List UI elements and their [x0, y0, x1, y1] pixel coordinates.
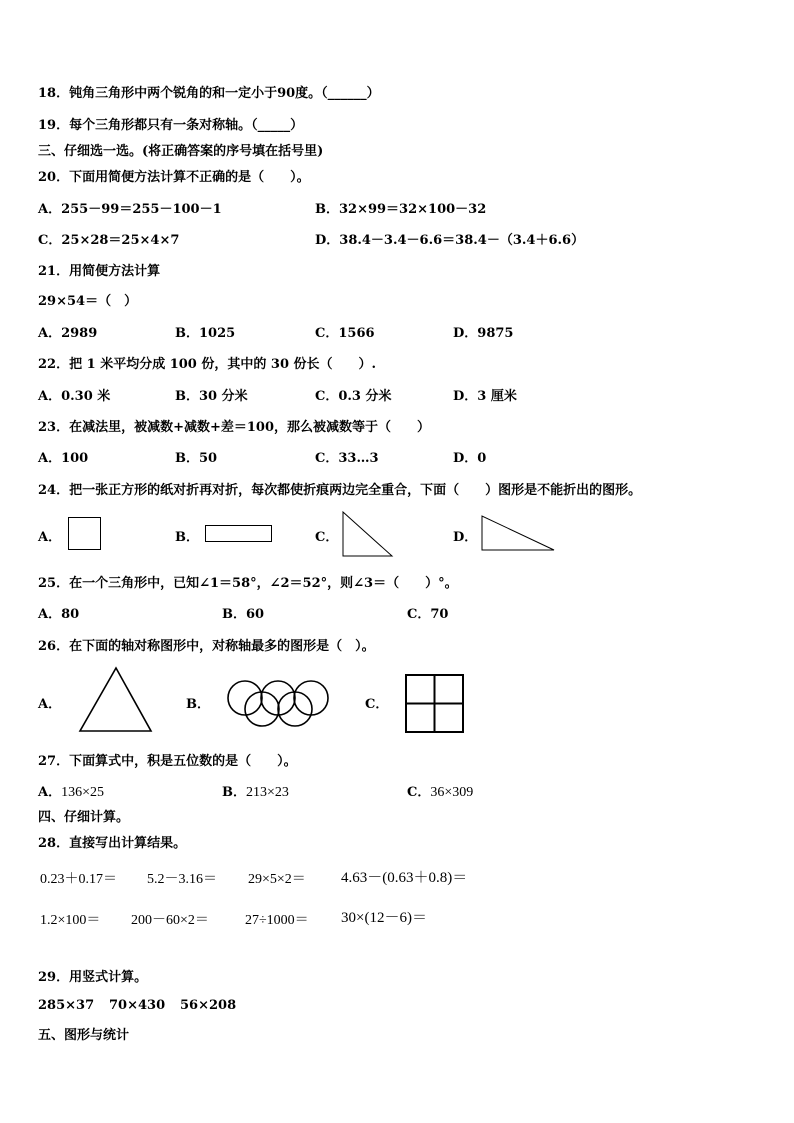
q21-option-d: D．9875 [453, 326, 514, 341]
q26-option-a-label: A． [38, 697, 62, 712]
q24-right-isosceles-triangle-shape [342, 511, 394, 557]
q21-option-c: C．1566 [315, 326, 375, 341]
q22-stem: 22．把 1 米平均分成 100 份，其中的 30 份长（ ）. [38, 357, 377, 372]
q21-stem: 21．用简便方法计算 [38, 264, 161, 279]
q29-expr-2: 70×430 [109, 998, 166, 1013]
q28-row1-expr-1: 0.23＋0.17＝ [40, 872, 117, 887]
q24-rectangle-shape [205, 525, 273, 543]
q25-option-b: B．60 [222, 607, 265, 622]
q23-stem: 23．在减法里，被减数+减数+差＝100，那么被减数等于（ ） [38, 420, 431, 435]
q28-row1-expr-3: 29×5×2＝ [248, 872, 306, 887]
q25-option-c: C．70 [407, 607, 449, 622]
q27-option-b [222, 781, 289, 801]
q27-option-c [407, 781, 473, 801]
q22-option-a: A．0.30 米 [38, 389, 111, 404]
section-5-heading: 五、图形与统计 [38, 1028, 130, 1043]
q25-stem: 25．在一个三角形中，已知∠1＝58°，∠2＝52°，则∠3＝（ ）°。 [38, 576, 458, 591]
q21-option-b: B．1025 [175, 326, 236, 341]
q24-square-shape [68, 517, 102, 551]
q20-option-b: B．32×99＝32×100－32 [315, 202, 487, 217]
q27-stem: 27．下面算式中，积是五位数的是（ ）。 [38, 754, 297, 769]
q25-option-a: A．80 [38, 607, 80, 622]
q20-option-d: D．38.4－3.4－6.6＝38.4－（3.4＋6.6） [315, 233, 585, 248]
q20-option-c: C．25×28＝25×4×7 [38, 233, 180, 248]
q24-stem: 24．把一张正方形的纸对折再对折，每次都使折痕两边完全重合，下面（ ）图形是不能折出的图形。 [38, 483, 642, 498]
q26-divided-square-shape [405, 674, 465, 734]
q22-option-c: C．0.3 分米 [315, 389, 392, 404]
q27-option-a-expr: 136×25 [61, 785, 104, 800]
q27-option-c-expr: 36×309 [430, 785, 474, 800]
section-4-heading: 四、仔细计算。 [38, 810, 130, 825]
q27-option-b-expr: 213×23 [246, 785, 289, 800]
q24-option-b-label: B． [175, 530, 199, 545]
q27-option-c-label: C． [407, 785, 431, 800]
q23-option-a: A．100 [38, 451, 89, 466]
q28-row1-expr-2: 5.2－3.16＝ [147, 872, 217, 887]
q19: 19．每个三角形都只有一条对称轴。（_____） [38, 118, 304, 133]
q23-option-d: D．0 [453, 451, 487, 466]
q24-option-c-label: C． [315, 530, 339, 545]
q26-equilateral-triangle-shape [79, 667, 153, 733]
section-3-heading: 三、仔细选一选。(将正确答案的序号填在括号里) [38, 144, 324, 159]
q20-option-a: A．255－99＝255－100－1 [38, 202, 222, 217]
q28-row1-expr-4: 4.63－(0.63＋0.8)＝ [341, 870, 468, 886]
q21-option-a: A．2989 [38, 326, 98, 341]
q28-row2-expr-4: 30×(12－6)＝ [341, 910, 427, 926]
q28-row2-expr-2: 200－60×2＝ [131, 913, 209, 928]
q27-option-b-label: B． [222, 785, 246, 800]
q29-stem: 29．用竖式计算。 [38, 970, 148, 985]
q26-option-c-label: C． [365, 697, 389, 712]
q26-option-b-label: B． [186, 697, 210, 712]
q27-option-a-label: A． [38, 785, 62, 800]
q24-option-a-label: A． [38, 530, 62, 545]
q23-option-c: C．33…3 [315, 451, 379, 466]
q21-expression: 29×54＝（ ） [38, 294, 138, 309]
q29-expr-1: 285×37 [38, 998, 95, 1013]
q26-stem: 26．在下面的轴对称图形中，对称轴最多的图形是（ ）。 [38, 639, 375, 654]
q24-option-d-label: D． [453, 530, 478, 545]
q28-row2-expr-1: 1.2×100＝ [40, 913, 101, 928]
q18: 18．钝角三角形中两个锐角的和一定小于90度。（______） [38, 86, 380, 101]
q22-option-b: B．30 分米 [175, 389, 248, 404]
q24-right-scalene-triangle-shape [481, 515, 556, 551]
q22-option-d: D．3 厘米 [453, 389, 517, 404]
q29-expr-3: 56×208 [180, 998, 237, 1013]
q28-row2-expr-3: 27÷1000＝ [245, 913, 309, 928]
q23-option-b: B．50 [175, 451, 218, 466]
q20-stem: 20．下面用简便方法计算不正确的是（ ）。 [38, 170, 310, 185]
q27-option-a [38, 781, 104, 801]
q26-olympic-rings-shape [225, 681, 331, 727]
q28-stem: 28．直接写出计算结果。 [38, 836, 187, 851]
